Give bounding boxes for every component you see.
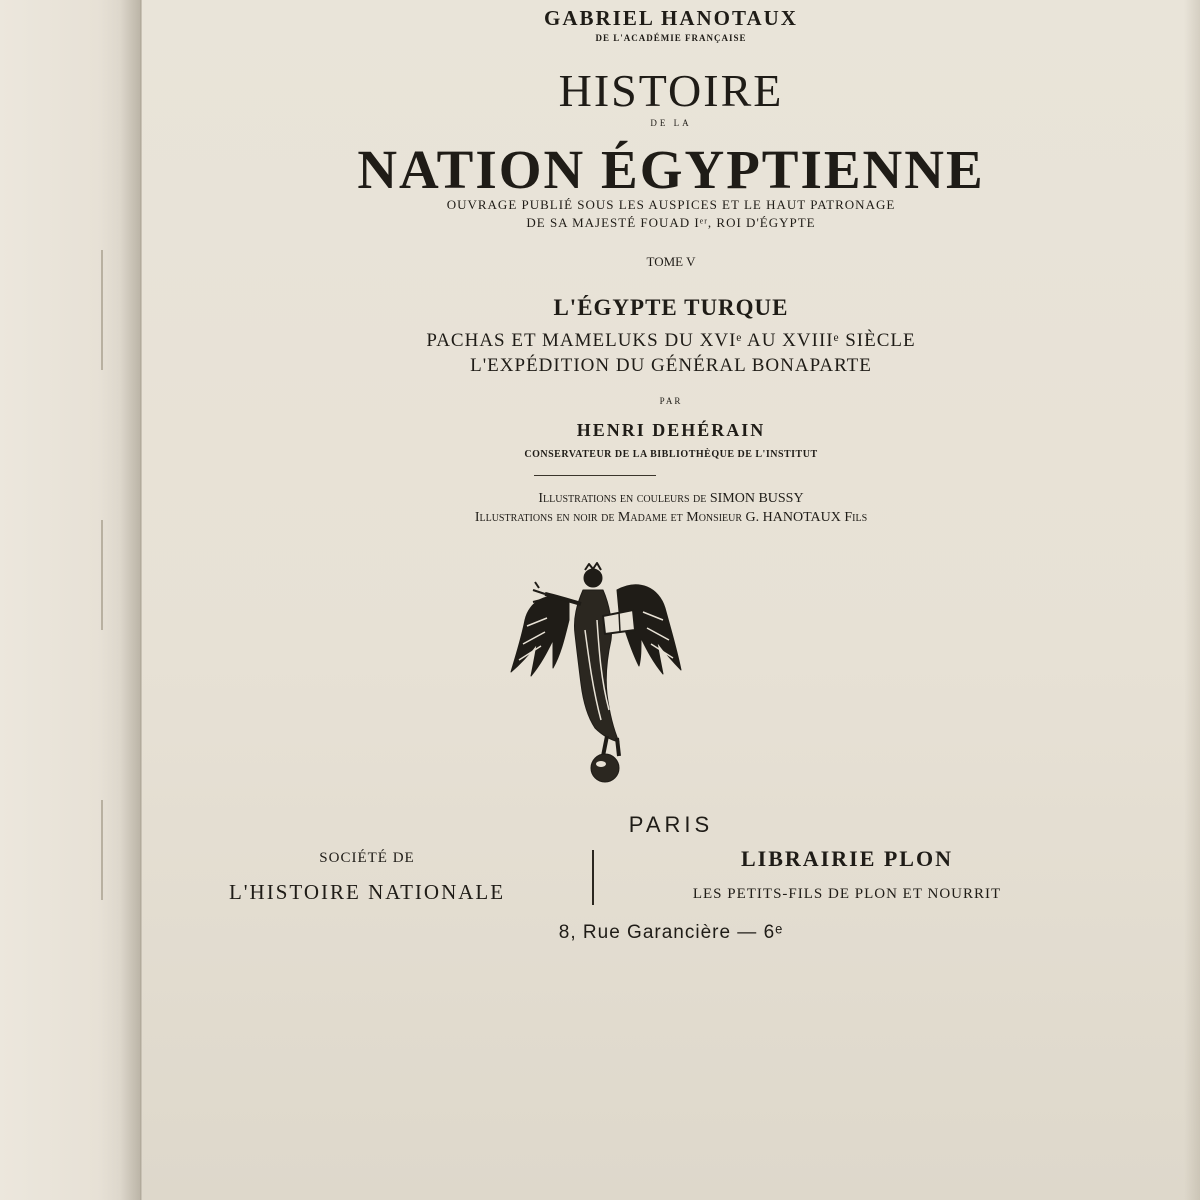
binding-stitch	[101, 520, 103, 630]
publisher-left-line-1: SOCIÉTÉ DE	[319, 850, 415, 866]
author-affiliation: DE L'ACADÉMIE FRANÇAISE	[595, 33, 747, 43]
binding-stitch	[101, 800, 103, 900]
title-connector: DE LA	[650, 118, 692, 128]
subtitle-line-1: PACHAS ET MAMELUKS DU XVIᵉ AU XVIIIᵉ SIÈCLE	[426, 330, 916, 351]
publisher-right-line-2: LES PETITS-FILS DE PLON ET NOURRIT	[692, 886, 1002, 902]
patronage-line-2: DE SA MAJESTÉ FOUAD Iᵉʳ, ROI D'ÉGYPTE	[526, 215, 816, 230]
by-label: PAR	[659, 396, 683, 406]
volume-number: TOME V	[646, 254, 696, 269]
title-line-2: NATION ÉGYPTIENNE	[357, 139, 985, 200]
publisher-right-line-1: LIBRAIRIE PLON	[741, 846, 953, 871]
winged-victory-on-globe-icon	[507, 560, 683, 790]
title-line-1: HISTOIRE	[558, 65, 784, 116]
title-page	[142, 0, 1200, 1200]
subtitle-line-2: L'EXPÉDITION DU GÉNÉRAL BONAPARTE	[470, 355, 872, 376]
patronage-line-1: OUVRAGE PUBLIÉ SOUS LES AUSPICES ET LE HAUT PATRONAGE	[446, 197, 896, 212]
volume-author-role: CONSERVATEUR DE LA BIBLIOTHÈQUE DE L'INSTITUT	[524, 449, 818, 460]
illustrations-credit-2: Illustrations en noir de Madame et Monsieur G. HANOTAUX Fils	[474, 510, 868, 525]
publisher-divider	[592, 850, 594, 905]
author-name: GABRIEL HANOTAUX	[544, 6, 798, 30]
separator-rule	[534, 475, 656, 476]
binding-stitch	[101, 250, 103, 370]
city: PARIS	[628, 812, 714, 837]
publisher-address: 8, Rue Garancière — 6ᵉ	[558, 922, 784, 943]
volume-author: HENRI DEHÉRAIN	[576, 420, 766, 440]
volume-title: L'ÉGYPTE TURQUE	[553, 295, 789, 320]
illustrations-credit-1: Illustrations en couleurs de SIMON BUSSY	[538, 491, 804, 506]
publisher-left-line-2: L'HISTOIRE NATIONALE	[228, 880, 506, 904]
